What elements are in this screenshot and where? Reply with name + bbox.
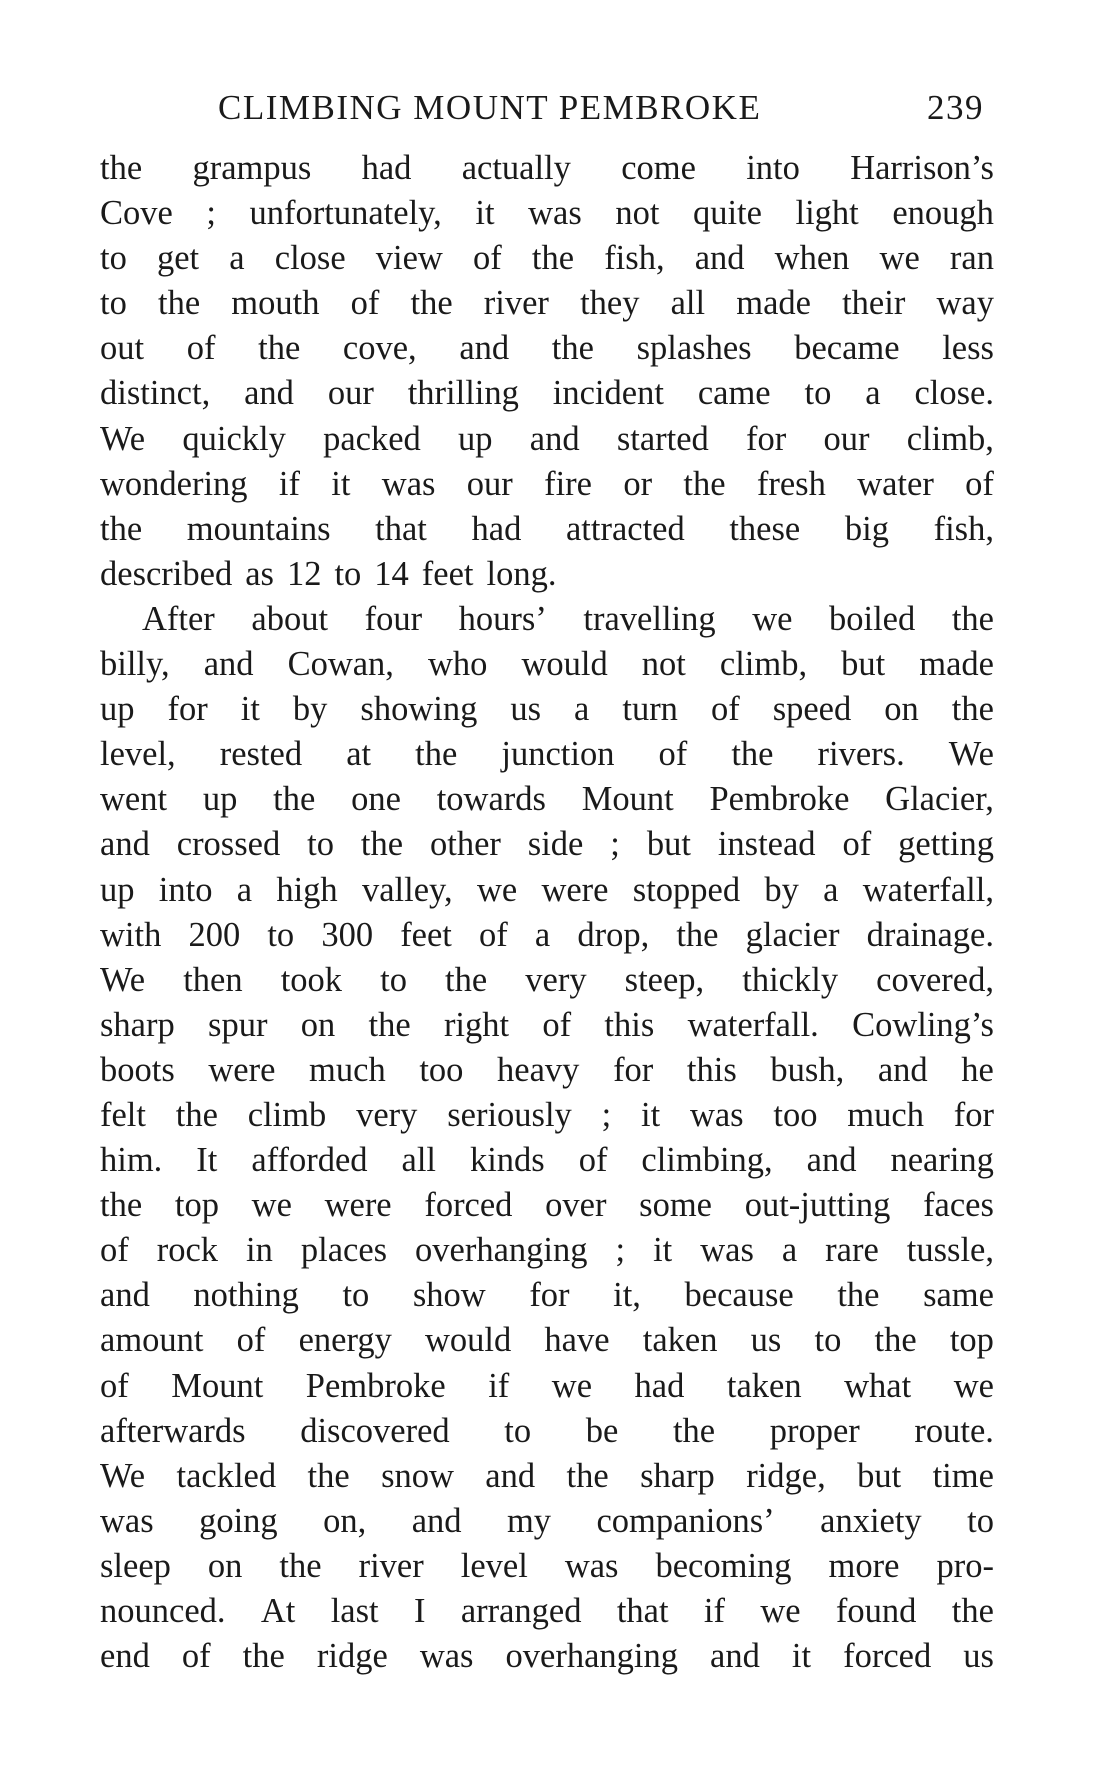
text-line: to the mouth of the river they all made their way [100,284,994,323]
text-line: We then took to the very steep, thickly covered, [100,960,994,999]
text-line: afterwards discovered to be the proper route. [100,1411,994,1450]
text-line: We tackled the snow and the sharp ridge, but time [100,1456,994,1495]
paragraph-end-line: described as 12 to 14 feet long. [100,554,557,593]
text-line: billy, and Cowan, who would not climb, but made [100,645,994,684]
text-line: and nothing to show for it, because the same [100,1276,994,1315]
text-line: and crossed to the other side ; but instead of getting [100,825,994,864]
running-title: CLIMBING MOUNT PEMBROKE [218,88,762,127]
text-line: distinct, and our thrilling incident came to a close. [100,374,994,413]
text-line: to get a close view of the fish, and when we ran [100,239,994,278]
page-number: 239 [927,88,984,127]
text-line: Cove ; unfortunately, it was not quite light enough [100,194,994,233]
text-line: the grampus had actually come into Harrison’s [100,149,994,187]
text-line: of Mount Pembroke if we had taken what we [100,1366,994,1405]
text-line: felt the climb very seriously ; it was too much for [100,1095,994,1134]
text-line: the top we were forced over some out-jutting faces [100,1186,994,1225]
text-line: We quickly packed up and started for our climb, [100,419,994,458]
text-line: level, rested at the junction of the rivers. We [100,735,994,774]
text-line: nounced. At last I arranged that if we found the [100,1592,994,1630]
paragraph-start-line: After about four hours’ travelling we boiled the [142,599,994,638]
text-line: of rock in places overhanging ; it was a rare tussle, [100,1231,994,1270]
text-line: boots were much too heavy for this bush, and he [100,1050,994,1089]
running-head [100,88,994,132]
text-line: wondering if it was our fire or the fresh water of [100,464,994,503]
text-line: with 200 to 300 feet of a drop, the glacier drainage. [100,915,994,954]
text-line: up for it by showing us a turn of speed on the [100,690,994,729]
text-line: amount of energy would have taken us to the top [100,1321,994,1360]
text-line: him. It afforded all kinds of climbing, and nearing [100,1141,994,1180]
text-line: up into a high valley, we were stopped by a waterfall, [100,870,994,909]
text-line: went up the one towards Mount Pembroke Glacier, [100,780,994,819]
text-line: the mountains that had attracted these big fish, [100,509,994,548]
text-line: sleep on the river level was becoming more pro- [100,1546,994,1585]
text-line: sharp spur on the right of this waterfall. Cowling’s [100,1005,994,1044]
body-text [100,146,994,1679]
text-line: out of the cove, and the splashes became less [100,329,994,368]
text-line: was going on, and my companions’ anxiety to [100,1501,994,1540]
text-line: end of the ridge was overhanging and it forced us [100,1637,994,1676]
